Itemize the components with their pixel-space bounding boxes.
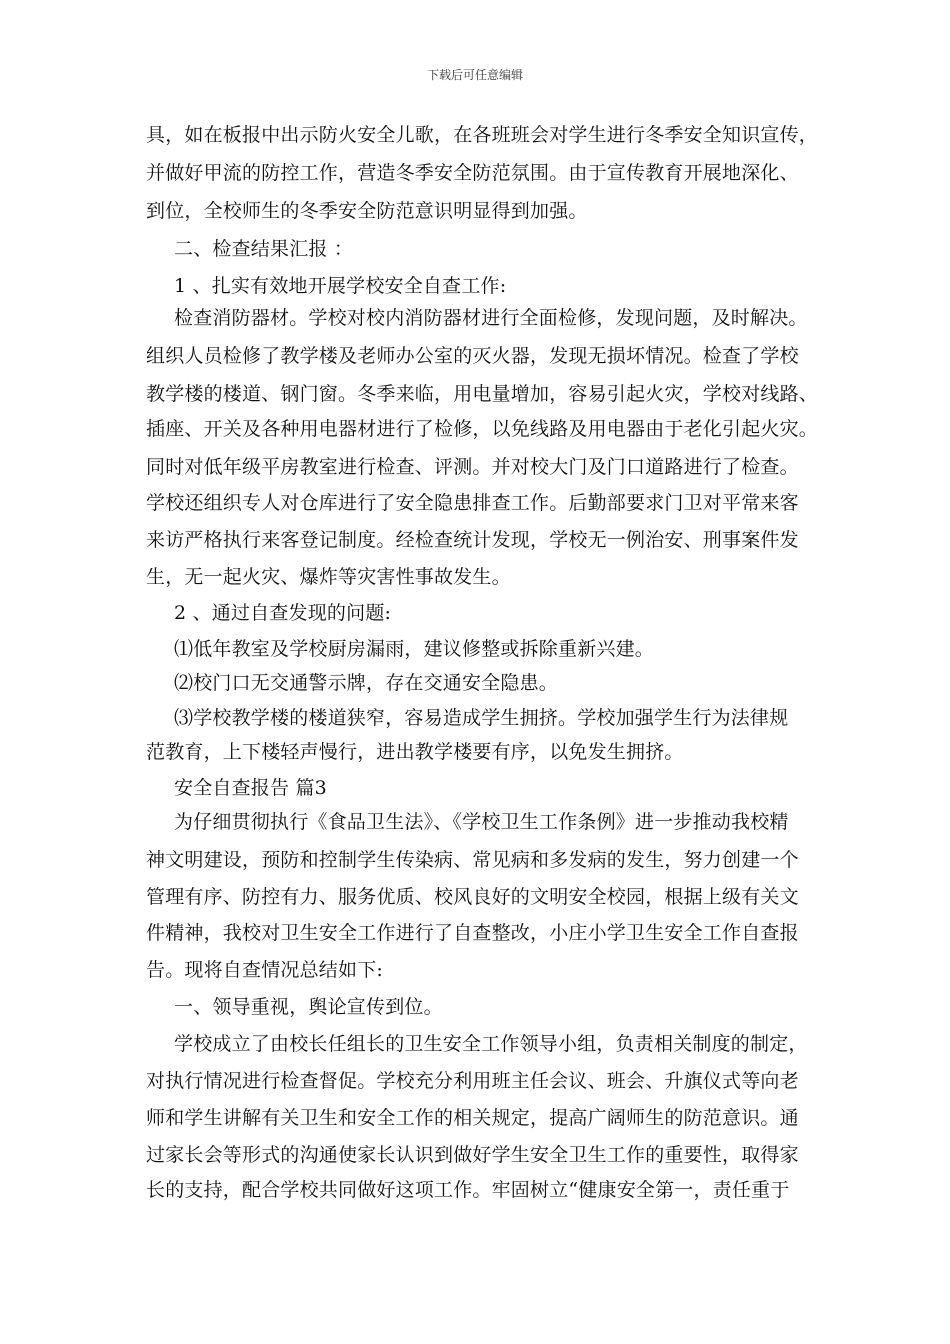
text-line: 告。现将自查情况总结如下: (146, 959, 384, 981)
text-line: 过家长会等形式的沟通使家长认识到做好学生安全卫生工作的重要性，取得家 (146, 1144, 799, 1166)
text-line: 长的支持，配合学校共同做好这项工作。牢固树立“健康安全第一，责任重于 (146, 1179, 790, 1201)
section-title: 安全自查报告 篇3 (174, 777, 327, 799)
text-line: 插座、开关及各种用电器材进行了检修，以免线路及用电器由于老化引起火灾。 (146, 418, 819, 440)
text-line: 具，如在板报中出示防火安全儿歌，在各班班会对学生进行冬季安全知识宣传， (146, 124, 819, 146)
section-heading: 二、检查结果汇报 ： (174, 238, 354, 260)
text-line: 教学楼的楼道、钢门窗。冬季来临，用电量增加，容易引起火灾，学校对线路、 (146, 383, 819, 405)
text-line: 神文明建设，预防和控制学生传染病、常见病和多发病的发生，努力创建一个 (146, 849, 799, 871)
text-line: 范教育，上下楼轻声慢行，进出教学楼要有序，以免发生拥挤。 (146, 741, 684, 763)
text-line: 检查消防器材。学校对校内消防器材进行全面检修，发现问题，及时解决。 (174, 307, 808, 329)
text-line: 学校还组织专人对仓库进行了安全隐患排查工作。后勤部要求门卫对平常来客 (146, 492, 799, 514)
text-line: 件精神，我校对卫生安全工作进行了自查整改，小庄小学卫生安全工作自查报 (146, 922, 799, 944)
text-line: 学校成立了由校长任组长的卫生安全工作领导小组，负责相关制度的制定， (174, 1033, 808, 1055)
text-line: 到位，全校师生的冬季安全防范意识明显得到加强。 (146, 200, 588, 222)
list-item: ⑵校门口无交通警示牌，存在交通安全隐患。 (174, 672, 559, 694)
section-heading: 一、领导重视，舆论宣传到位。 (174, 996, 443, 1018)
text-line: 来访严格执行来客登记制度。经检查统计发现，学校无一例治安、刑事案件发 (146, 529, 799, 551)
list-item: ⑶学校教学楼的楼道狭窄，容易造成学生拥挤。学校加强学生行为法律规 (174, 707, 789, 729)
page-header: 下载后可任意编辑 (426, 68, 523, 82)
text-line: 为仔细贯彻执行《食品卫生法》、《学校卫生工作条例》进一步推动我校精 (174, 811, 789, 833)
text-line: 并做好甲流的防控工作，营造冬季安全防范氛围。由于宣传教育开展地深化、 (146, 162, 799, 184)
text-line: 对执行情况进行检查督促。学校充分利用班主任会议、班会、升旗仪式等向老 (146, 1070, 799, 1092)
text-line: 生，无一起火灾、爆炸等灾害性事故发生。 (146, 566, 511, 588)
subsection-heading: 1 、扎实有效地开展学校安全自查工作: (174, 275, 507, 297)
text-line: 师和学生讲解有关卫生和安全工作的相关规定，提高广阔师生的防范意识。通 (146, 1107, 799, 1129)
list-item: ⑴低年教室及学校厨房漏雨，建议修整或拆除重新兴建。 (174, 638, 655, 660)
subsection-heading: 2 、通过自查发现的问题: (174, 602, 392, 624)
text-line: 组织人员检修了教学楼及老师办公室的灭火器，发现无损坏情况。检查了学校 (146, 345, 799, 367)
text-line: 管理有序、防控有力、服务优质、校风良好的文明安全校园，根据上级有关文 (146, 886, 799, 908)
text-line: 同时对低年级平房教室进行检查、评测。并对校大门及门口道路进行了检查。 (146, 456, 799, 478)
